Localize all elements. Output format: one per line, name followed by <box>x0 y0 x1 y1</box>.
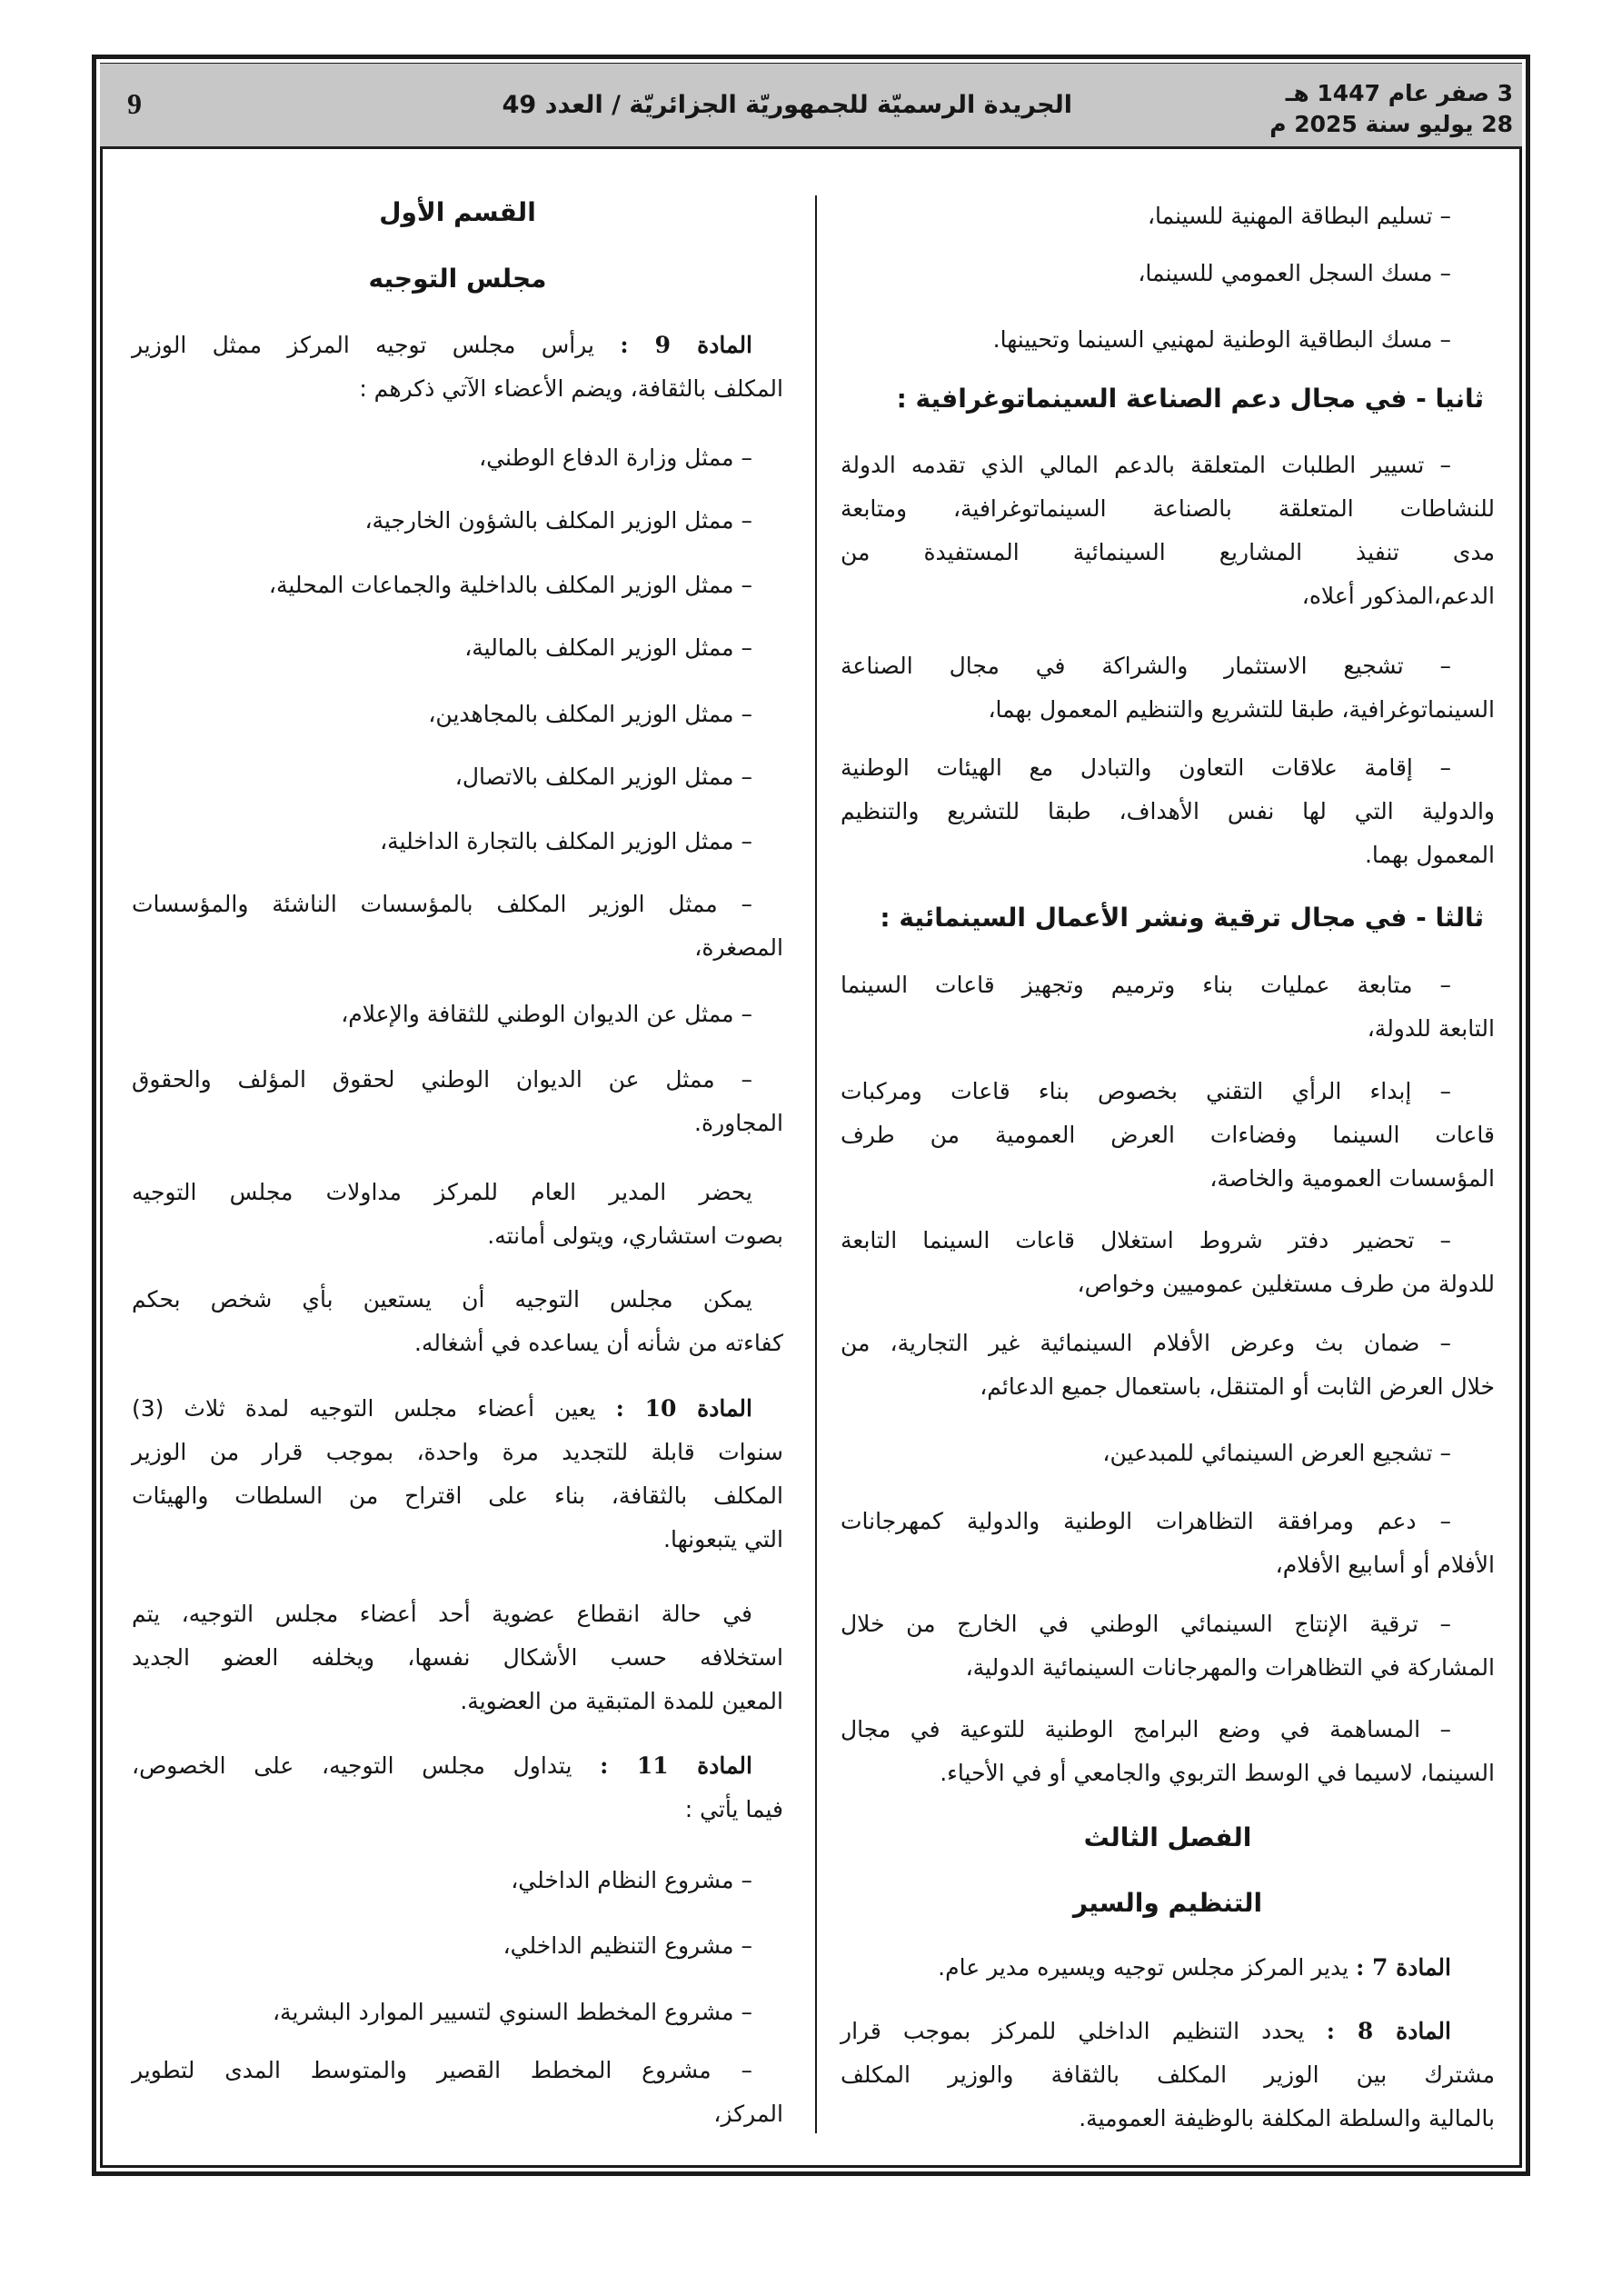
text-line <box>841 1602 1495 1646</box>
line-text: – المساهمة في وضع البرامج الوطنية للتوعية في مجال <box>841 1716 1451 1742</box>
line-text: المشاركة في التظاهرات والمهرجانات السينمائية الدولية، <box>965 1654 1495 1681</box>
list-item <box>841 195 1495 238</box>
section-heading <box>132 190 783 235</box>
text-line <box>841 1500 1495 1543</box>
text-line <box>132 993 783 1036</box>
article-label: المادة 10 : <box>615 1395 752 1422</box>
list-item <box>132 1592 783 1723</box>
line-text: المركز، <box>713 2101 783 2127</box>
text-line <box>132 1636 783 1680</box>
text-line <box>841 487 1495 531</box>
list-item <box>841 1500 1495 1587</box>
text-line <box>132 1322 783 1365</box>
list-item <box>132 993 783 1036</box>
list-item <box>132 1859 783 1902</box>
line-text: مدى تنفيذ المشاريع السينمائية المستفيدة من <box>841 539 1495 565</box>
line-text: السينماتوغرافية، طبقا للتشريع والتنظيم المعمول بهما، <box>988 696 1495 723</box>
list-item <box>841 963 1495 1051</box>
line-text: يحضر المدير العام للمركز مداولات مجلس التوجيه <box>132 1179 752 1205</box>
text-line <box>132 1278 783 1322</box>
text-line <box>841 2053 1495 2097</box>
line-text: مشترك بين الوزير المكلف بالثقافة والوزير المكلف <box>841 2061 1495 2088</box>
list-item <box>841 1070 1495 1201</box>
text-line <box>132 883 783 926</box>
line-text: خلال العرض الثابت أو المتنقل، باستعمال جميع الدعائم، <box>980 1373 1495 1400</box>
text-line <box>132 1214 783 1258</box>
page-number: 9 <box>127 87 142 120</box>
text-line <box>841 1543 1495 1587</box>
list-item <box>132 1058 783 1145</box>
list-item <box>132 1924 783 1968</box>
list-item <box>132 755 783 799</box>
section-heading <box>132 256 783 302</box>
line-text: – ممثل الوزير المكلف بالمؤسسات الناشئة والمؤسسات <box>132 891 752 917</box>
line-text: – مسك البطاقية الوطنية لمهنيي السينما وتحيينها. <box>992 326 1451 353</box>
line-text: والدولية التي لها نفس الأهداف، طبقا للتشريع والتنظيم <box>841 798 1495 824</box>
text-line <box>132 1518 783 1562</box>
line-text: – ممثل وزارة الدفاع الوطني، <box>479 444 752 471</box>
line-text: الدعم،المذكور أعلاه، <box>1301 583 1495 609</box>
section-heading <box>841 1881 1495 1926</box>
list-item <box>132 626 783 670</box>
list-item <box>841 644 1495 732</box>
text-line <box>841 1708 1495 1752</box>
heading-text: التنظيم والسير <box>1072 1888 1263 1918</box>
line-text: – مشروع التنظيم الداخلي، <box>503 1932 752 1959</box>
article-paragraph <box>841 1946 1495 1990</box>
line-text: المصغرة، <box>694 934 783 961</box>
line-text: – تسيير الطلبات المتعلقة بالدعم المالي الذي تقدمه الدولة <box>841 452 1451 478</box>
line-text: يمكن مجلس التوجيه أن يستعين بأي شخص بحكم <box>132 1286 752 1313</box>
line-text: للدولة من طرف مستغلين عموميين وخواص، <box>1077 1271 1495 1297</box>
text-line <box>132 564 783 607</box>
line-text: – ممثل عن الديوان الوطني لحقوق المؤلف والحقوق <box>132 1066 752 1093</box>
text-line <box>841 2010 1495 2053</box>
line-text: – ممثل الوزير المكلف بالاتصال، <box>454 764 752 790</box>
heading-text: ثانيا - في مجال دعم الصناعة السينماتوغرافية : <box>896 384 1484 414</box>
list-item <box>132 820 783 863</box>
text-line <box>132 2049 783 2092</box>
text-line <box>132 1102 783 1145</box>
text-line <box>132 1474 783 1518</box>
list-item <box>132 693 783 736</box>
text-line <box>132 1592 783 1636</box>
line-text: يعين أعضاء مجلس التوجيه لمدة ثلاث (3) <box>132 1395 596 1422</box>
list-item <box>841 1602 1495 1690</box>
line-text: – ممثل الوزير المكلف بالمالية، <box>464 634 752 661</box>
line-text: فيما يأتي : <box>684 1796 783 1822</box>
heading-text: القسم الأول <box>379 197 536 227</box>
list-item <box>841 318 1495 362</box>
text-line <box>841 1007 1495 1051</box>
line-text: – تسليم البطاقة المهنية للسينما، <box>1147 203 1451 229</box>
article-paragraph <box>132 324 783 411</box>
article-paragraph <box>132 1744 783 1832</box>
text-line <box>132 1680 783 1723</box>
line-text: بالمالية والسلطة المكلفة بالوظيفة العمومية. <box>1079 2105 1495 2131</box>
line-text: المجاورة. <box>694 1110 783 1136</box>
text-line <box>132 1744 783 1788</box>
line-text: – تشجيع العرض السينمائي للمبدعين، <box>1102 1440 1451 1466</box>
line-text: – ممثل عن الديوان الوطني للثقافة والإعلام، <box>341 1001 752 1027</box>
text-line <box>132 1058 783 1102</box>
line-text: – ممثل الوزير المكلف بالشؤون الخارجية، <box>364 507 752 534</box>
column-divider <box>815 195 817 2133</box>
line-text: كفاءته من شأنه أن يساعده في أشغاله. <box>414 1330 783 1356</box>
line-text: – مشروع النظام الداخلي، <box>511 1867 752 1893</box>
article-paragraph <box>841 2010 1495 2141</box>
list-item <box>841 252 1495 295</box>
left-column <box>132 0 783 2296</box>
text-line <box>132 1859 783 1902</box>
text-line <box>841 1070 1495 1113</box>
list-item <box>132 2049 783 2136</box>
text-line <box>132 1788 783 1832</box>
line-text: – ممثل الوزير المكلف بالتجارة الداخلية، <box>380 828 752 854</box>
text-line <box>132 926 783 970</box>
text-line <box>132 693 783 736</box>
text-line <box>841 1219 1495 1263</box>
list-item <box>841 1219 1495 1306</box>
list-item <box>132 1171 783 1258</box>
section-heading <box>841 1815 1495 1861</box>
list-item <box>132 436 783 480</box>
article-label: المادة 7 : <box>1356 1954 1451 1981</box>
text-line <box>841 1263 1495 1306</box>
line-text: – إقامة علاقات التعاون والتبادل مع الهيئات الوطنية <box>841 754 1451 781</box>
text-line <box>132 2092 783 2136</box>
line-text: يتداول مجلس التوجيه، على الخصوص، <box>132 1752 572 1779</box>
text-line <box>841 1365 1495 1409</box>
text-line <box>132 1924 783 1968</box>
list-item <box>841 444 1495 618</box>
line-text: – تشجيع الاستثمار والشراكة في مجال الصناعة <box>841 653 1451 679</box>
line-text: قاعات السينما وفضاءات العرض العمومية من طرف <box>841 1122 1495 1148</box>
line-text: في حالة انقطاع عضوية أحد أعضاء مجلس التوجيه، يتم <box>132 1601 752 1627</box>
text-line <box>841 574 1495 618</box>
line-text: يحدد التنظيم الداخلي للمركز بموجب قرار <box>841 2018 1305 2044</box>
line-text: المكلف بالثقافة، ويضم الأعضاء الآتي ذكرهم : <box>359 375 783 402</box>
article-paragraph <box>132 1387 783 1562</box>
list-item <box>132 1278 783 1365</box>
text-line <box>132 436 783 480</box>
line-text: – مشروع المخطط السنوي لتسيير الموارد البشرية، <box>272 1999 752 2025</box>
list-item <box>132 883 783 970</box>
line-text: يدير المركز مجلس توجيه ويسيره مدير عام. <box>938 1954 1349 1981</box>
line-text: – ممثل الوزير المكلف بالمجاهدين، <box>428 701 752 727</box>
line-text: الأفلام أو أسابيع الأفلام، <box>1275 1552 1495 1578</box>
text-line <box>841 1157 1495 1201</box>
gregorian-date: 28 يوليو سنة 2025 م <box>1269 111 1513 137</box>
heading-text: الفصل الثالث <box>1083 1822 1252 1852</box>
list-item <box>841 1432 1495 1475</box>
line-text: التي يتبعونها. <box>663 1526 783 1552</box>
text-line <box>841 1752 1495 1795</box>
list-item <box>132 499 783 543</box>
text-line <box>841 531 1495 574</box>
text-line <box>841 963 1495 1007</box>
text-line <box>841 444 1495 487</box>
text-line <box>841 790 1495 834</box>
line-text: استخلافه حسب الأشكال نفسها، ويخلفه العضو الجديد <box>132 1644 783 1671</box>
line-text: المكلف بالثقافة، بناء على اقتراح من السلطات والهيئات <box>132 1482 783 1509</box>
journal-title: الجريدة الرسميّة للجمهوريّة الجزائريّة / العدد 49 <box>502 91 1072 119</box>
text-line <box>841 1432 1495 1475</box>
line-text: بصوت استشاري، ويتولى أمانته. <box>487 1223 783 1249</box>
text-line <box>841 195 1495 238</box>
line-text: للنشاطات المتعلقة بالصناعة السينماتوغرافية، ومتابعة <box>841 495 1495 522</box>
line-text: – إبداء الرأي التقني بخصوص بناء قاعات ومركبات <box>841 1078 1451 1104</box>
list-item <box>841 746 1495 877</box>
line-text: المعمول بهما. <box>1364 842 1495 868</box>
line-text: – ممثل الوزير المكلف بالداخلية والجماعات المحلية، <box>268 572 752 598</box>
right-column <box>841 0 1495 2296</box>
line-text: – دعم ومرافقة التظاهرات الوطنية والدولية كمهرجانات <box>841 1508 1451 1534</box>
text-line <box>132 820 783 863</box>
hijri-date: 3 صفر عام 1447 هـ <box>1285 80 1513 106</box>
text-line <box>841 1646 1495 1690</box>
list-item <box>841 1322 1495 1409</box>
text-line <box>132 367 783 411</box>
heading-text: مجلس التوجيه <box>368 264 547 294</box>
line-text: يرأس مجلس توجيه المركز ممثل الوزير <box>132 332 594 358</box>
article-label: المادة 9 : <box>620 332 753 358</box>
text-line <box>132 324 783 367</box>
text-line <box>841 1322 1495 1365</box>
list-item <box>132 1991 783 2034</box>
article-label: المادة 8 : <box>1326 2018 1451 2044</box>
line-text: سنوات قابلة للتجديد مرة واحدة، بموجب قرار من الوزير <box>132 1439 783 1465</box>
text-line <box>841 1946 1495 1990</box>
line-text: – مسك السجل العمومي للسينما، <box>1138 260 1451 286</box>
line-text: المؤسسات العمومية والخاصة، <box>1209 1165 1495 1192</box>
list-item <box>841 1708 1495 1795</box>
text-line <box>132 1171 783 1214</box>
line-text: – متابعة عمليات بناء وترميم وتجهيز قاعات السينما <box>841 972 1451 998</box>
text-line <box>841 2097 1495 2141</box>
text-line <box>841 834 1495 877</box>
text-line <box>841 688 1495 732</box>
line-text: – مشروع المخطط القصير والمتوسط المدى لتطوير <box>132 2057 752 2083</box>
text-line <box>132 626 783 670</box>
line-text: التابعة للدولة، <box>1367 1015 1495 1042</box>
text-line <box>841 1113 1495 1157</box>
section-heading <box>841 376 1495 422</box>
text-line <box>841 252 1495 295</box>
line-text: – ترقية الإنتاج السينمائي الوطني في الخارج من خلال <box>841 1611 1451 1637</box>
section-heading <box>841 895 1495 941</box>
text-line <box>132 1991 783 2034</box>
text-line <box>132 499 783 543</box>
text-line <box>841 318 1495 362</box>
list-item <box>132 564 783 607</box>
text-line <box>841 746 1495 790</box>
text-line <box>132 755 783 799</box>
line-text: – تحضير دفتر شروط استغلال قاعات السينما التابعة <box>841 1227 1451 1253</box>
line-text: – ضمان بث وعرض الأفلام السينمائية غير التجارية، من <box>841 1330 1451 1356</box>
text-line <box>132 1431 783 1474</box>
text-line <box>841 644 1495 688</box>
line-text: المعين للمدة المتبقية من العضوية. <box>460 1688 783 1714</box>
heading-text: ثالثا - في مجال ترقية ونشر الأعمال السينمائية : <box>880 903 1484 933</box>
line-text: السينما، لاسيما في الوسط التربوي والجامعي أو في الأحياء. <box>940 1760 1495 1786</box>
text-line <box>132 1387 783 1431</box>
article-label: المادة 11 : <box>600 1752 752 1779</box>
